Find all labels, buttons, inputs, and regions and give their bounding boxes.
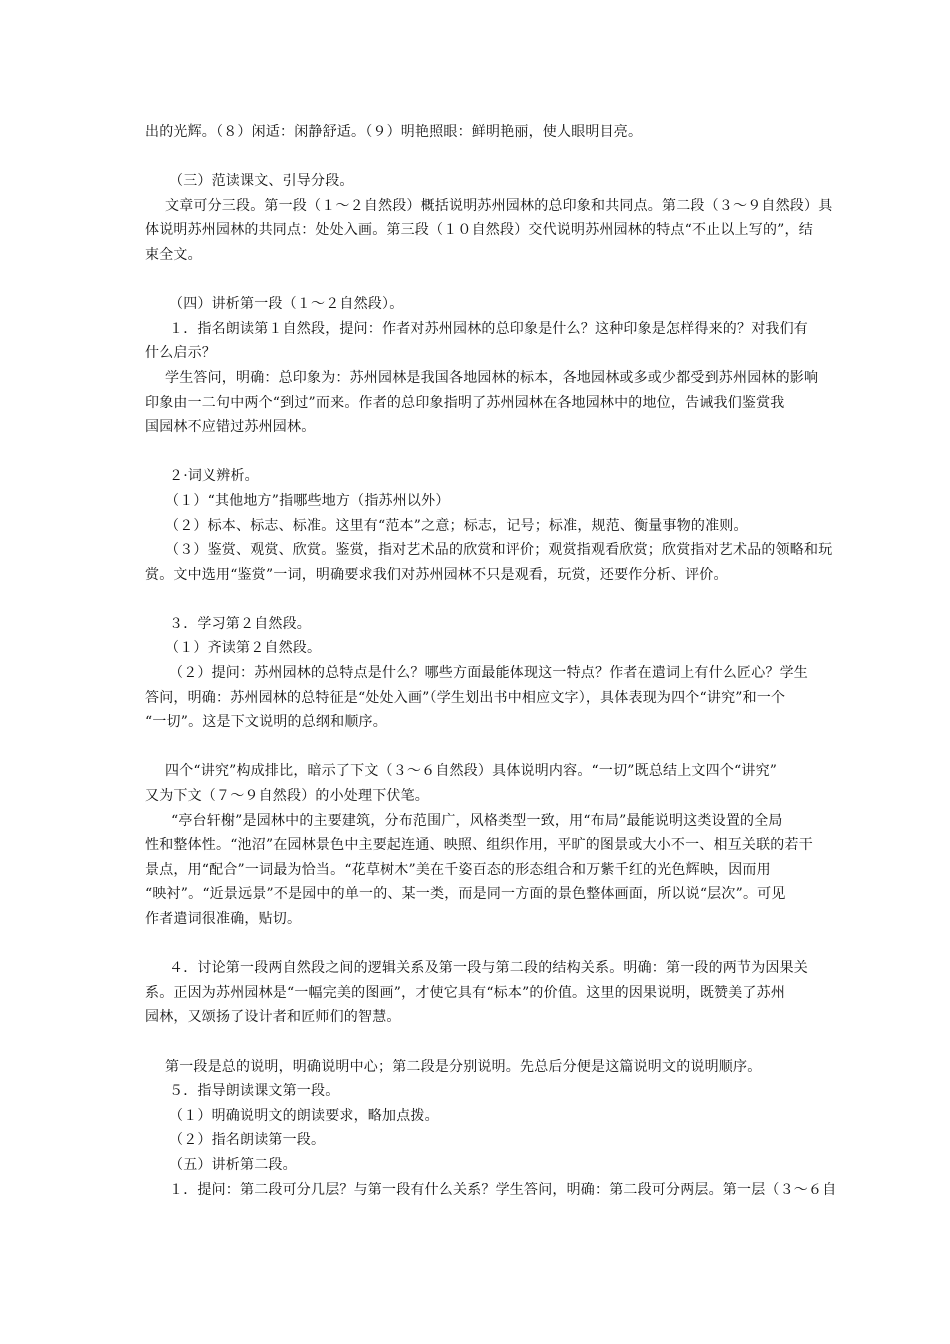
text-line: 束全文。 (145, 246, 202, 263)
paragraph-gap (145, 735, 800, 760)
text-line: ２·词义辨析。 (169, 468, 259, 485)
text-line: （五）讲析第二段。 (169, 1156, 297, 1173)
paragraph-gap (145, 587, 800, 612)
paragraph-gap (145, 440, 800, 465)
paragraph-gap (145, 268, 800, 293)
text-line: 第一段是总的说明，明确说明中心；第二段是分别说明。先总后分便是这篇说明文的说明顺序。 (165, 1058, 762, 1075)
text-line: （１）齐读第２自然段。 (165, 640, 322, 657)
text-line: 园林，又颂扬了设计者和匠师们的智慧。 (145, 1009, 401, 1026)
text-line: 作者遣词很准确，贴切。 (145, 911, 302, 927)
text-line: （１）明确说明文的朗读要求，略加点拨。 (169, 1107, 439, 1124)
text-line: 景点，用“配合”一词最为恰当。“花草树木”美在千姿百态的形态组合和万紫千红的光色辉映，因而用 (145, 861, 771, 878)
text-line: （三）范读课文、引导分段。 (169, 173, 354, 190)
text-line: （１）“其他地方”指哪些地方（指苏州以外） (165, 492, 450, 509)
text-line: ４．讨论第一段两自然段之间的逻辑关系及第一段与第二段的结构关系。明确：第一段的两节为因果关 (169, 960, 808, 977)
text-line: 出的光辉。（８）闲适：闲静舒适。（９）明艳照眼：鲜明艳丽，使人眼明目亮。 (145, 124, 643, 140)
paragraph-gap (145, 1030, 800, 1055)
paragraph-gap (145, 932, 800, 957)
text-line: 国园林不应错过苏州园林。 (145, 419, 316, 436)
text-line: 四个“讲究”构成排比，暗示了下文（３～６自然段）具体说明内容。“一切”既总结上文四个“讲究” (165, 763, 778, 780)
text-line: （３）鉴赏、观赏、欣赏。鉴赏，指对艺术品的欣赏和评价；观赏指观看欣赏；欣赏指对艺术品的领略和玩 (165, 542, 833, 559)
text-line: （２）指名朗读第一段。 (169, 1132, 326, 1149)
text-line: １．提问：第二段可分几层？与第一段有什么关系？学生答问，明确：第二段可分两层。第一层（３～６自 (169, 1181, 837, 1198)
text-line: ３．学习第２自然段。 (169, 615, 311, 632)
text-line: ５．指导朗读课文第一段。 (169, 1083, 340, 1100)
text-line: 学生答问，明确：总印象为：苏州园林是我国各地园林的标本，各地园林或多或少都受到苏州园林的影响 (165, 369, 819, 386)
text-line: “映衬”。“近景远景”不是园中的单一的、某一类，而是同一方面的景色整体画面，所以说“层次”。可见 (145, 886, 786, 903)
text-line: 印象由一二句中两个“到过”而来。作者的总印象指明了苏州园林在各地园林中的地位，告诫我们鉴赏我 (145, 394, 785, 411)
text-line: 系。正因为苏州园林是“一幅完美的图画”，才使它具有“标本”的价值。这里的因果说明，既赞美了苏州 (145, 984, 786, 1001)
text-line: “一切”。这是下文说明的总纲和顺序。 (145, 714, 387, 731)
text-line: 文章可分三段。第一段（１～２自然段）概括说明苏州园林的总印象和共同点。第二段（３～９自然段）具 (165, 197, 833, 214)
text-line: 答问，明确：苏州园林的总特征是“处处入画”（学生划出书中相应文字），具体表现为四个“讲究”和一个 (145, 689, 786, 706)
text-line: １．指名朗读第１自然段，提问：作者对苏州园林的总印象是什么？这种印象是怎样得来的？对我们有 (169, 320, 808, 337)
text-line: “亭台轩榭”是园林中的主要建筑，分布范围广，风格类型一致，用“布局”最能说明这类设置的全局 (171, 812, 783, 829)
text-line: （２）标本、标志、标准。这里有“范本”之意；标志，记号；标准，规范、衡量事物的准则。 (165, 517, 748, 534)
text-line: 体说明苏州园林的共同点：处处入画。第三段（１０自然段）交代说明苏州园林的特点“不止以上写的”，结 (145, 222, 813, 239)
text-line: 什么启示？ (145, 345, 216, 362)
paragraph-gap (145, 145, 800, 170)
text-line: 赏。文中选用“鉴赏”一词，明确要求我们对苏州园林不只是观看，玩赏，还要作分析、评价。 (145, 566, 728, 583)
text-line: （四）讲析第一段（１～２自然段）。 (169, 296, 404, 313)
text-line: 又为下文（７～９自然段）的小处理下伏笔。 (145, 788, 429, 805)
text-line: （２）提问：苏州园林的总特点是什么？哪些方面最能体现这一特点？作者在遣词上有什么匠心？学生 (169, 665, 808, 682)
text-line: 性和整体性。“池沼”在园林景色中主要起连通、映照、组织作用，平旷的图景或大小不一、相互关联的若干 (145, 837, 813, 854)
